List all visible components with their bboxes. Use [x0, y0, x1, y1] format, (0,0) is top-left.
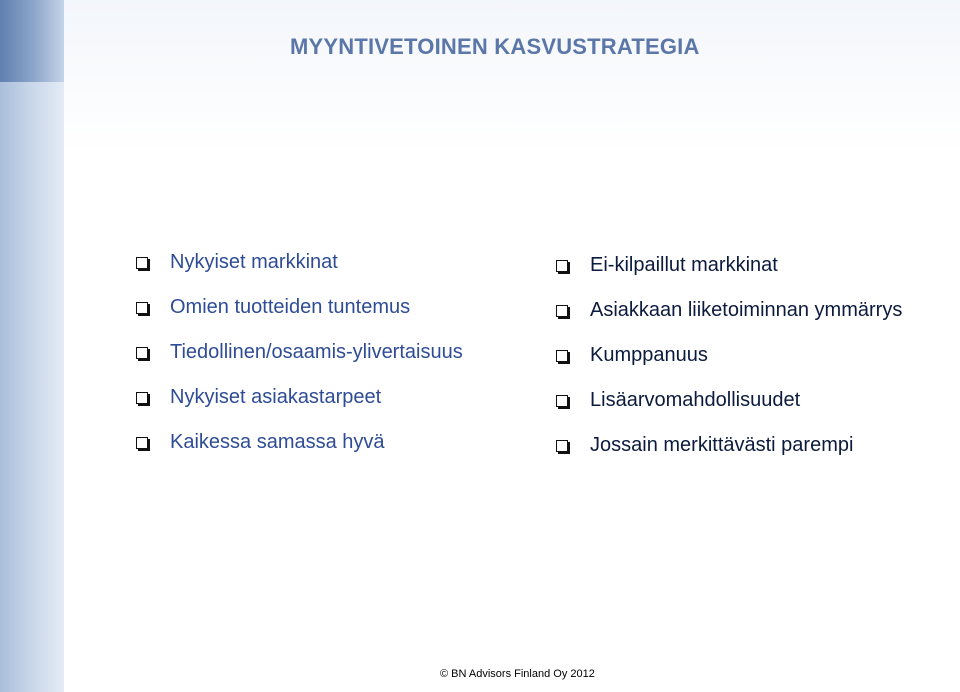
- list-item: [556, 288, 902, 333]
- list-item-label: Ei-kilpaillut markkinat: [590, 254, 778, 276]
- checkbox-bullet-icon: [136, 437, 148, 449]
- list-item: [556, 423, 902, 468]
- list-item: [136, 330, 463, 375]
- list-item: [556, 378, 902, 423]
- list-item: [136, 285, 463, 330]
- list-item-label: Omien tuotteiden tuntemus: [170, 296, 411, 318]
- list-item-label: Jossain merkittävästi parempi: [590, 434, 854, 456]
- list-item-label: Nykyiset markkinat: [170, 251, 338, 273]
- checkbox-bullet-icon: [136, 302, 148, 314]
- list-item: [136, 375, 463, 420]
- checkbox-bullet-icon: [556, 260, 568, 272]
- slide-title: MYYNTIVETOINEN KASVUSTRATEGIA: [290, 34, 700, 59]
- checkbox-bullet-icon: [556, 440, 568, 452]
- list-item-label: Lisäarvomahdollisuudet: [590, 389, 801, 411]
- list-item-label: Nykyiset asiakastarpeet: [170, 386, 382, 408]
- copyright-footer: © BN Advisors Finland Oy 2012: [440, 668, 595, 680]
- side-decoration-top: [0, 0, 64, 82]
- list-item-label: Tiedollinen/osaamis-ylivertaisuus: [170, 341, 463, 363]
- left-bullet-list: [136, 240, 463, 465]
- checkbox-bullet-icon: [556, 305, 568, 317]
- checkbox-bullet-icon: [136, 347, 148, 359]
- checkbox-bullet-icon: [136, 257, 148, 269]
- right-bullet-list: [556, 243, 902, 468]
- list-item: [556, 333, 902, 378]
- checkbox-bullet-icon: [556, 395, 568, 407]
- list-item-label: Kumppanuus: [590, 344, 708, 366]
- side-decoration-bar: [0, 0, 64, 692]
- list-item: [556, 243, 902, 288]
- list-item: [136, 240, 463, 285]
- list-item: [136, 420, 463, 465]
- checkbox-bullet-icon: [136, 392, 148, 404]
- list-item-label: Asiakkaan liiketoiminnan ymmärrys: [590, 299, 903, 321]
- checkbox-bullet-icon: [556, 350, 568, 362]
- list-item-label: Kaikessa samassa hyvä: [170, 431, 385, 453]
